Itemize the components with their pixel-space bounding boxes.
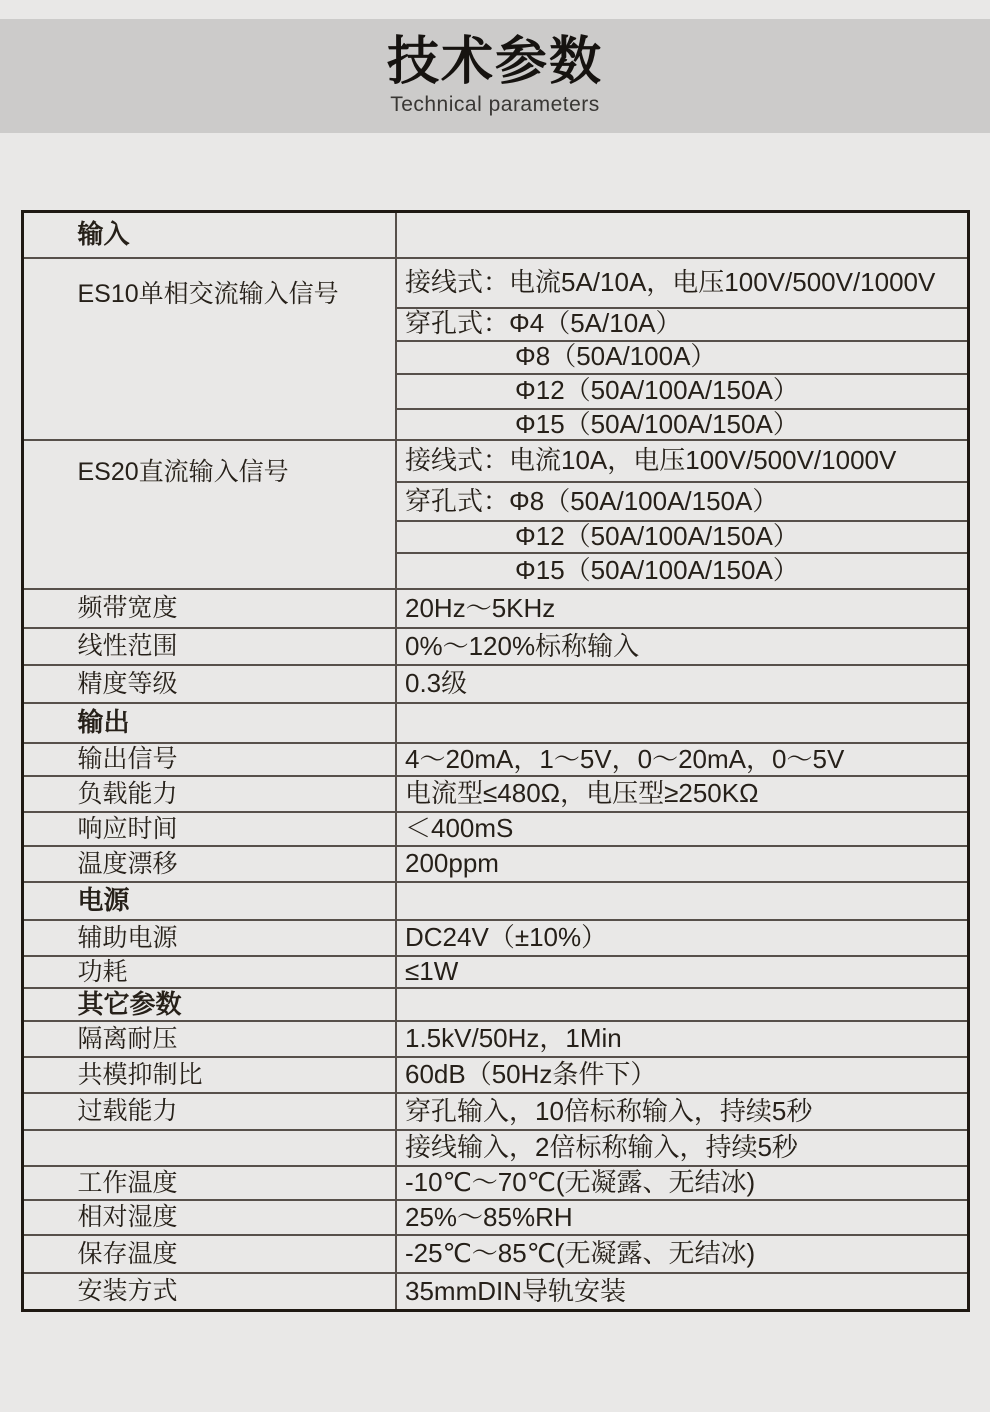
param-value xyxy=(396,882,968,920)
param-label: 相对湿度 xyxy=(22,1200,396,1235)
param-label-es20: ES20直流输入信号 xyxy=(22,440,396,589)
param-value: 电流型≤480Ω，电压型≥250KΩ xyxy=(396,776,968,812)
param-value: -25℃～85℃(无凝露、无结冰) xyxy=(396,1235,968,1273)
table-row xyxy=(22,703,968,743)
param-value: 穿孔输入，10倍标称输入，持续5秒 xyxy=(396,1093,968,1130)
table-row xyxy=(22,1235,968,1273)
table-row xyxy=(22,258,968,308)
param-value: 接线输入，2倍标称输入，持续5秒 xyxy=(396,1130,968,1166)
param-label-es10: ES10单相交流输入信号 xyxy=(22,258,396,441)
param-value: 0.3级 xyxy=(396,665,968,703)
param-value: 穿孔式：Φ4（5A/10A） xyxy=(396,308,968,341)
param-value xyxy=(396,212,968,258)
param-label: 线性范围 xyxy=(22,628,396,665)
table-row xyxy=(22,1093,968,1130)
table-row xyxy=(22,956,968,988)
param-value: ＜400mS xyxy=(396,812,968,846)
param-value: 200ppm xyxy=(396,846,968,882)
param-label: 负载能力 xyxy=(22,776,396,812)
param-value: 4～20mA，1～5V，0～20mA，0～5V xyxy=(396,743,968,776)
page-title: 技术参数 xyxy=(386,32,603,91)
table-row xyxy=(22,1057,968,1093)
table-row xyxy=(22,665,968,703)
param-value: 0%～120%标称输入 xyxy=(396,628,968,665)
param-label: 输出信号 xyxy=(22,743,396,776)
table-row xyxy=(22,1200,968,1235)
param-label: 温度漂移 xyxy=(22,846,396,882)
table-row xyxy=(22,440,968,482)
table-row xyxy=(22,846,968,882)
section-label-output: 输出 xyxy=(22,703,396,743)
param-label: 过载能力 xyxy=(22,1093,396,1130)
param-value: ≤1W xyxy=(396,956,968,988)
param-value: 20Hz～5KHz xyxy=(396,589,968,628)
table-row xyxy=(22,212,968,258)
technical-parameters-table xyxy=(21,210,970,1312)
param-value: Φ12（50A/100A/150A） xyxy=(396,521,968,553)
table-row xyxy=(22,882,968,920)
param-label: 功耗 xyxy=(22,956,396,988)
table-row xyxy=(22,589,968,628)
table-row xyxy=(22,628,968,665)
table-row xyxy=(22,812,968,846)
param-label: 安装方式 xyxy=(22,1273,396,1310)
param-value: Φ15（50A/100A/150A） xyxy=(396,409,968,441)
param-label: 工作温度 xyxy=(22,1166,396,1200)
param-value: DC24V（±10%） xyxy=(396,920,968,956)
table-row xyxy=(22,1273,968,1310)
param-value: 1.5kV/50Hz，1Min xyxy=(396,1021,968,1057)
param-value: 25%～85%RH xyxy=(396,1200,968,1235)
table-row xyxy=(22,1166,968,1200)
table-row xyxy=(22,776,968,812)
param-label: 隔离耐压 xyxy=(22,1021,396,1057)
param-value xyxy=(396,988,968,1021)
param-label: 精度等级 xyxy=(22,665,396,703)
param-label: 保存温度 xyxy=(22,1235,396,1273)
param-value: -10℃～70℃(无凝露、无结冰) xyxy=(396,1166,968,1200)
param-value xyxy=(396,703,968,743)
param-value: 35mmDIN导轨安装 xyxy=(396,1273,968,1310)
param-label: 频带宽度 xyxy=(22,589,396,628)
param-label: 响应时间 xyxy=(22,812,396,846)
table-row xyxy=(22,743,968,776)
table-row xyxy=(22,1130,968,1166)
param-value: Φ15（50A/100A/150A） xyxy=(396,553,968,589)
param-label-empty xyxy=(22,1130,396,1166)
section-label-power: 电源 xyxy=(22,882,396,920)
section-label-input: 输入 xyxy=(22,212,396,258)
section-title-band xyxy=(0,19,990,133)
param-label: 共模抑制比 xyxy=(22,1057,396,1093)
table-row xyxy=(22,988,968,1021)
section-label-other: 其它参数 xyxy=(22,988,396,1021)
table-row xyxy=(22,1021,968,1057)
param-value: 60dB（50Hz条件下） xyxy=(396,1057,968,1093)
param-value: 接线式：电流10A，电压100V/500V/1000V xyxy=(396,440,968,482)
param-value: Φ12（50A/100A/150A） xyxy=(396,374,968,409)
param-value: Φ8（50A/100A） xyxy=(396,341,968,374)
param-value: 穿孔式：Φ8（50A/100A/150A） xyxy=(396,482,968,521)
param-label: 辅助电源 xyxy=(22,920,396,956)
param-value: 接线式：电流5A/10A，电压100V/500V/1000V xyxy=(396,258,968,308)
page-subtitle: Technical parameters xyxy=(390,93,600,117)
table-row xyxy=(22,920,968,956)
